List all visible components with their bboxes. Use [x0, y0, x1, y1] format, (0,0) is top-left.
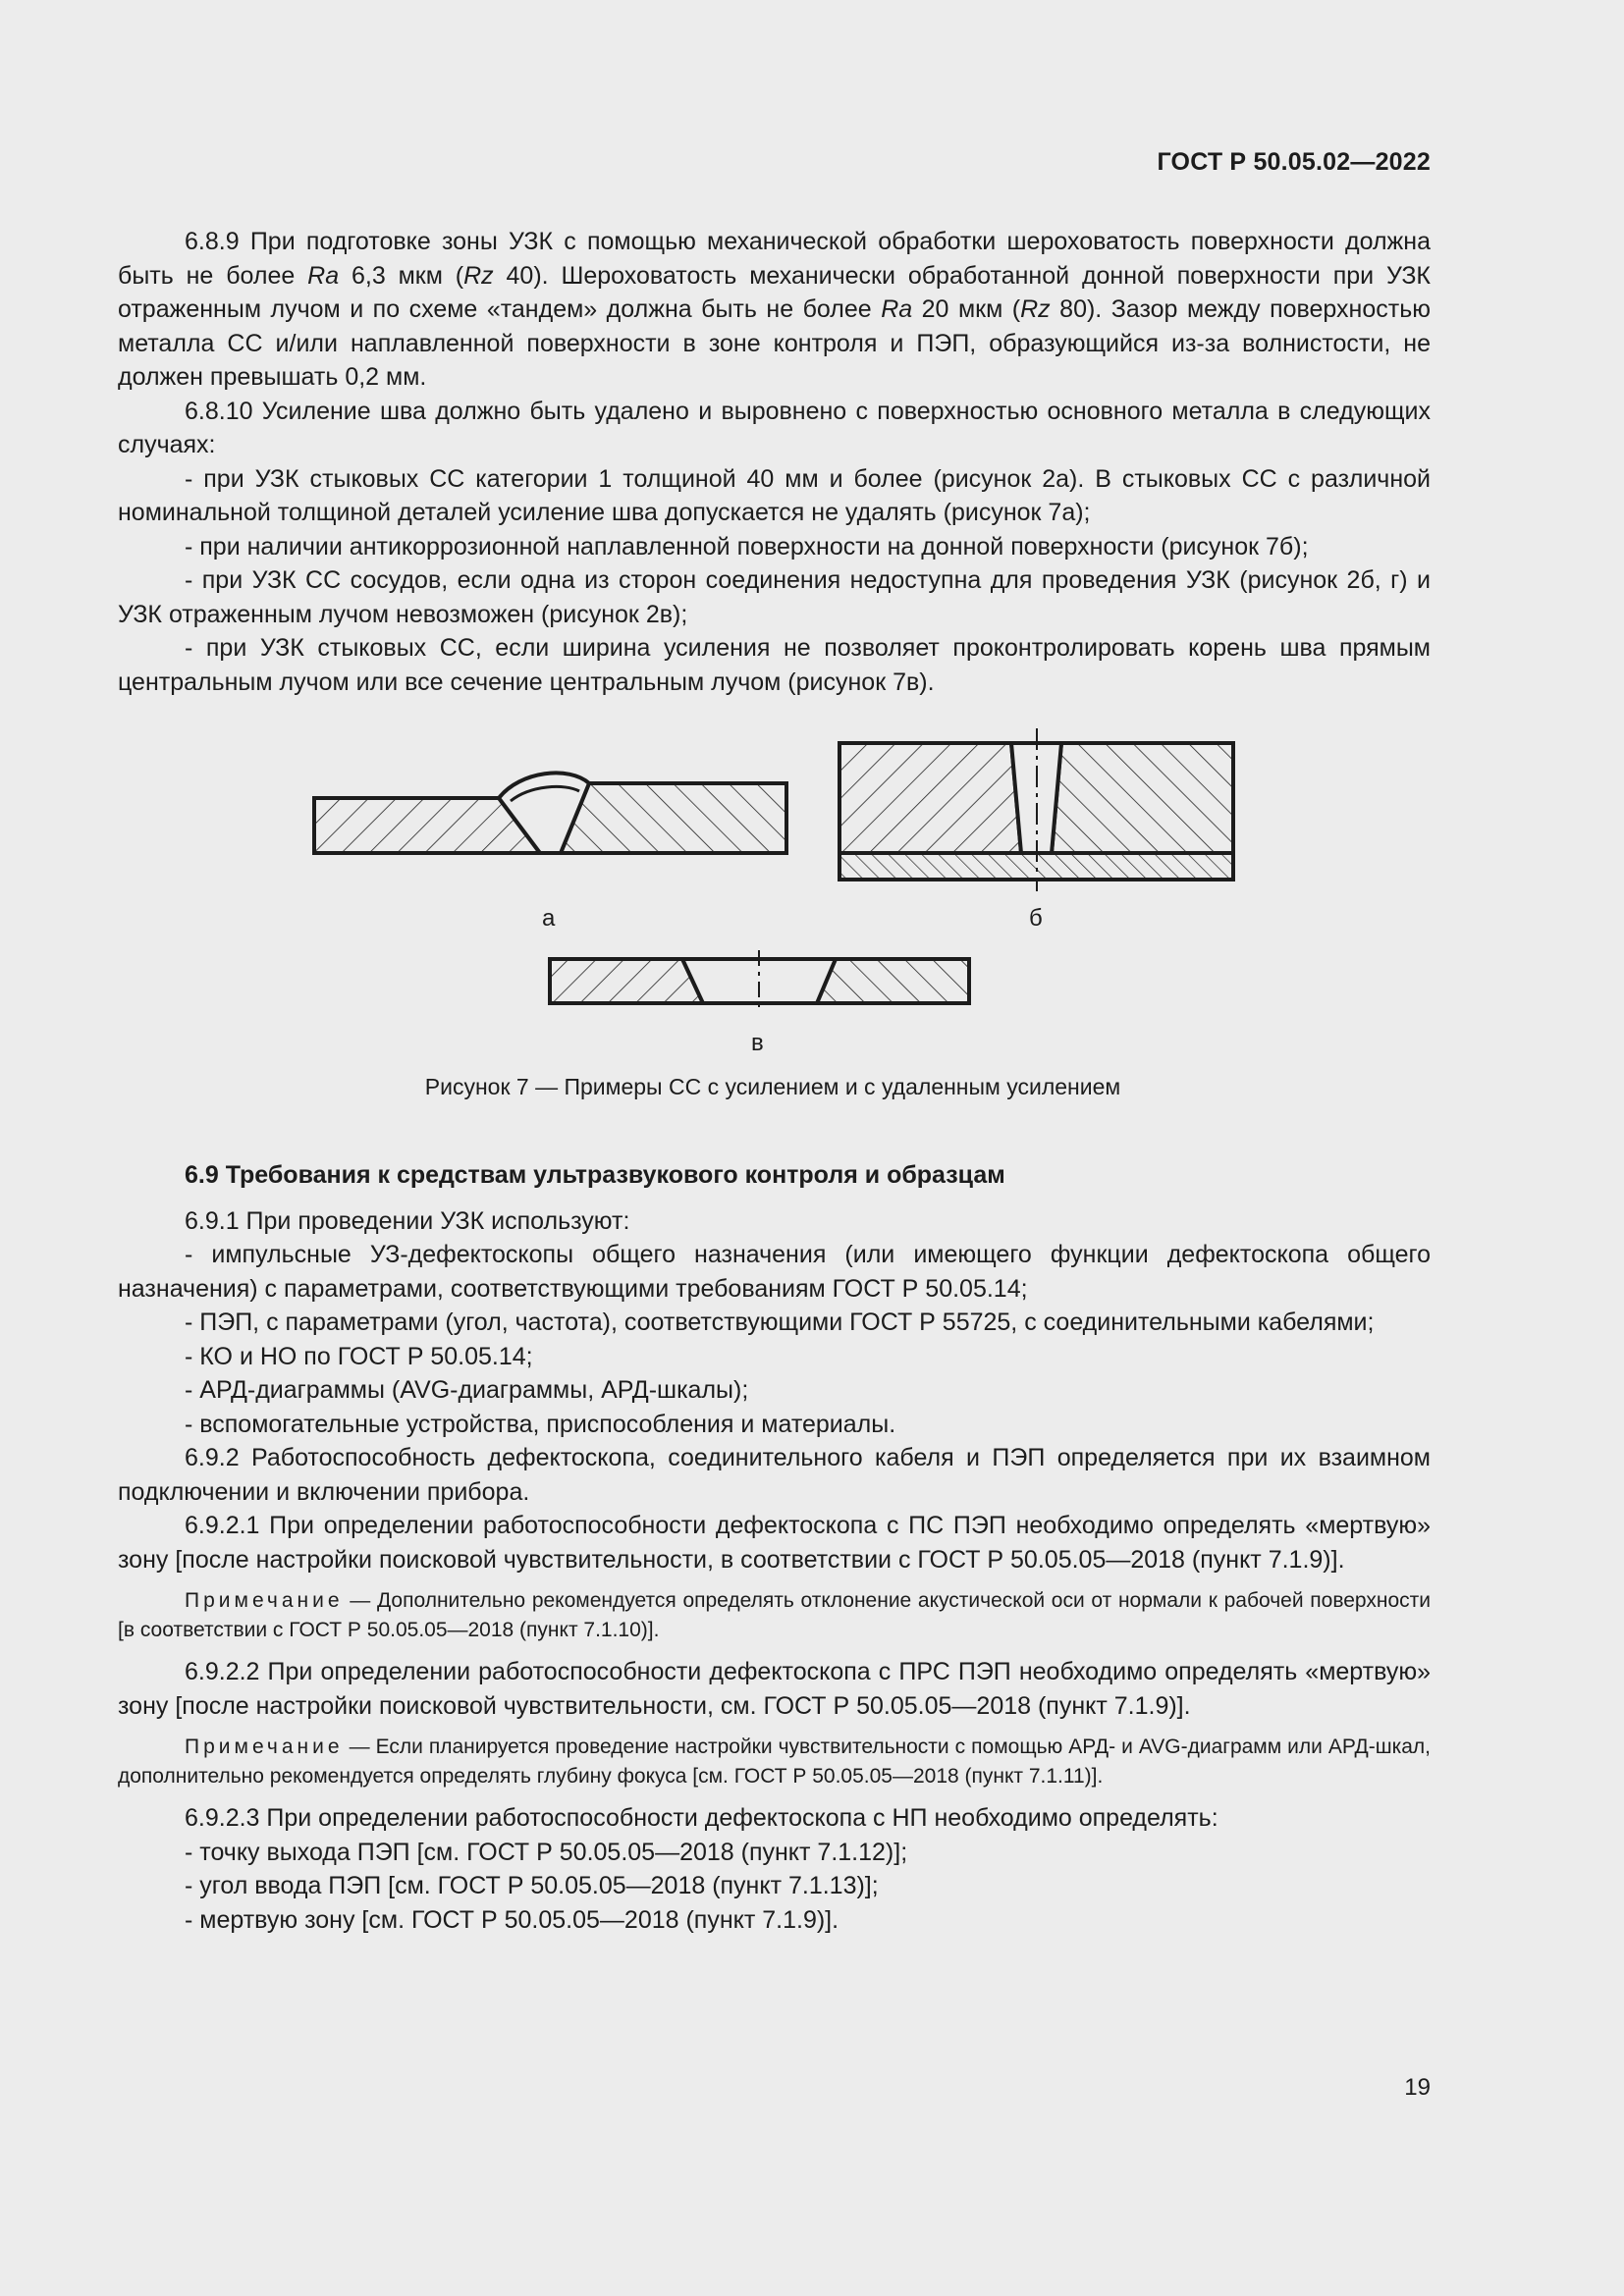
figure-caption: Рисунок 7 — Примеры СС с усилением и с удаленным усилением: [424, 1074, 1121, 1099]
paragraph-6-8-10: 6.8.10 Усиление шва должно быть удалено и выровнено с поверхностью основного металла в следующих случаях:: [118, 397, 1431, 458]
figure-a-weld: [314, 773, 786, 853]
list-item: - импульсные УЗ-дефектоскопы общего назначения (или имеющего функции дефектоскопа общего назначения) с параметрами, соответствующими требованиям ГОСТ Р 50.05.14;: [118, 1241, 1431, 1303]
figure-label-b: б: [1029, 905, 1043, 932]
list-item: - при УЗК СС сосудов, если одна из сторон соединения недоступна для проведения УЗК (рисунок 2б, г) и УЗК отраженным лучом невозможен (рисунок 2в);: [118, 566, 1431, 628]
list-item: - при УЗК стыковых СС категории 1 толщиной 40 мм и более (рисунок 2а). В стыковых СС с различной номинальной толщиной деталей усиление шва допускается не удалять (рисунок 7а);: [118, 464, 1431, 526]
section-heading-6-9: 6.9 Требования к средствам ультразвукового контроля и образцам: [185, 1161, 1005, 1189]
figure-b-weld: [839, 728, 1233, 891]
section-6-9: [118, 1158, 1431, 1937]
note-1: Примечание — Дополнительно рекомендуется определять отклонение акустической оси от нормали к рабочей поверхности [в соответствии с ГОСТ Р 50.05.05—2018 (пункт 7.1.10)].: [118, 1589, 1431, 1641]
figure-label-v: в: [751, 1030, 764, 1056]
standard-header: ГОСТ Р 50.05.02—2022: [1157, 148, 1431, 176]
list-item: - ПЭП, с параметрами (угол, частота), соответствующими ГОСТ Р 55725, с соединительными кабелями;: [185, 1308, 1375, 1336]
paragraph-6-9-2-3: 6.9.2.3 При определении работоспособности дефектоскопа с НП необходимо определять:: [185, 1804, 1218, 1832]
list-item: - КО и НО по ГОСТ Р 50.05.14;: [185, 1342, 533, 1370]
note-2: Примечание — Если планируется проведение настройки чувствительности с помощью АРД- и AVG-диаграмм или АРД-шкал, дополнительно рекомендуется определять глубину фокуса [см. ГОСТ Р 50.05.05—2018 (пункт 7.1.11)].: [118, 1735, 1431, 1788]
paragraph-6-9-2-1: 6.9.2.1 При определении работоспособности дефектоскопа с ПС ПЭП необходимо определять «мертвую» зону [после настройки поисковой чувствительности, в соответствии с ГОСТ Р 50.05.05—2018 (пункт 7.1.9)].: [118, 1512, 1431, 1574]
figure-7-drawing: [0, 0, 1624, 1119]
paragraph-6-9-1: 6.9.1 При проведении УЗК используют:: [185, 1206, 630, 1235]
list-item: - угол ввода ПЭП [см. ГОСТ Р 50.05.05—2018 (пункт 7.1.13)];: [185, 1872, 879, 1899]
list-item: - АРД-диаграммы (AVG-диаграммы, АРД-шкалы);: [185, 1376, 749, 1404]
paragraph-6-9-2: 6.9.2 Работоспособность дефектоскопа, соединительного кабеля и ПЭП определяется при их взаимном подключении и включении прибора.: [118, 1444, 1431, 1506]
paragraph-6-8-9: 6.8.9 При подготовке зоны УЗК с помощью механической обработки шероховатость поверхности должна быть не более Ra 6,3 мкм (Rz 40). Шероховатость механически обработанной донной поверхности при УЗК отраженным лучом и по схеме «тандем» должна быть не более Ra 20 мкм (Rz 80). Зазор между поверхностью металла СС и/или наплавленной поверхности в зоне контроля и ПЭП, образующийся из-за волнистости, не должен превышать 0,2 мм.: [118, 228, 1431, 391]
page-number: 19: [1404, 2074, 1431, 2101]
list-item: - при наличии антикоррозионной наплавленной поверхности на донной поверхности (рисунок 7б);: [185, 532, 1309, 561]
figure-v-weld: [550, 950, 969, 1013]
list-item: - мертвую зону [см. ГОСТ Р 50.05.05—2018 (пункт 7.1.9)].: [185, 1905, 839, 1934]
paragraph-6-9-2-2: 6.9.2.2 При определении работоспособности дефектоскопа с ПРС ПЭП необходимо определять «мертвую» зону [после настройки поисковой чувствительности, см. ГОСТ Р 50.05.05—2018 (пункт 7.1.9)].: [118, 1658, 1431, 1720]
list-item: - вспомогательные устройства, приспособления и материалы.: [185, 1410, 896, 1438]
figure-label-a: а: [542, 905, 556, 932]
list-item: - точку выхода ПЭП [см. ГОСТ Р 50.05.05—2018 (пункт 7.1.12)];: [185, 1838, 908, 1866]
list-item: - при УЗК стыковых СС, если ширина усиления не позволяет проконтролировать корень шва прямым центральным лучом или все сечение центральным лучом (рисунок 7в).: [118, 634, 1431, 696]
